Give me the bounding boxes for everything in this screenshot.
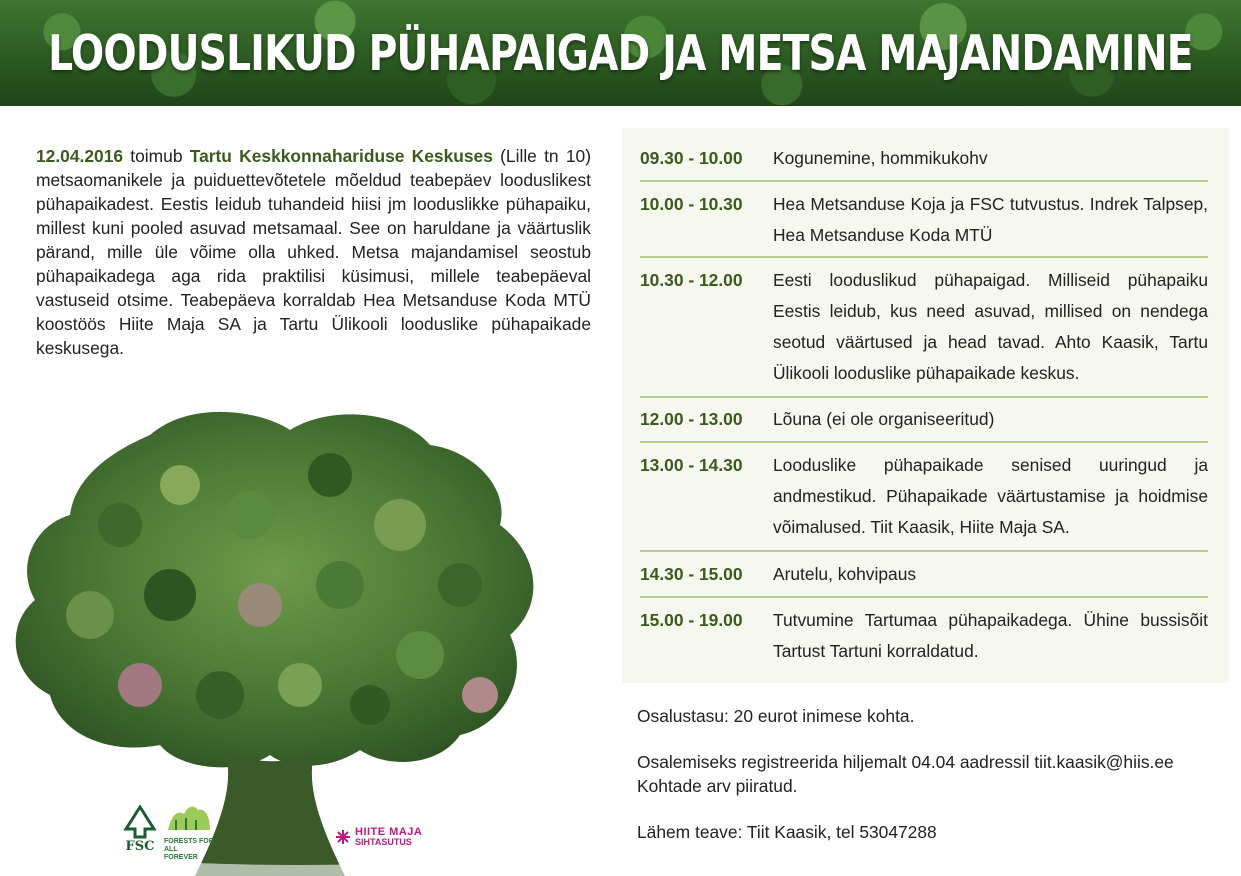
registration-text: Osalemiseks registreerida hiljemalt 04.04 aadressil tiit.kaasik@hiis.ee [637, 752, 1174, 772]
schedule-time: 14.30 - 15.00 [640, 564, 743, 584]
schedule-time: 10.30 - 12.00 [640, 270, 743, 290]
schedule-desc: Lõuna (ei ole organiseeritud) [773, 409, 995, 429]
hiite-star-icon [335, 829, 351, 845]
fsc-label: FSC [125, 839, 155, 854]
schedule-desc: Hea Metsanduse Koja ja FSC tutvustus. Indrek Talpsep, Hea Metsanduse Koda MTÜ [773, 194, 1208, 245]
divider [640, 441, 1208, 443]
intro-text-2: (Lille tn 10) metsaomanikele ja puiduettevõtetele mõeldud teabepäev looduslikest pühapaikadest. Eestis leidub tuhandeid hiisi jm looduslikke pühapaiku, millest kuni pooled asuvad metsamaal. See on haruldane ja väärtuslik pärand, mille üle võime olla uhked. Metsa majandamisel seostub pühapaikadega aga rida praktilisi küsimusi, millele teabepäeval vastuseid otsime. Teabepäeva korraldab Hea Metsanduse Koda MTÜ koostöös Hiite Maja SA ja Tartu Ülikooli looduslike pühapaikade keskusega. [36, 146, 591, 358]
schedule-time: 13.00 - 14.30 [640, 455, 743, 475]
schedule-time: 09.30 - 10.00 [640, 148, 743, 168]
fsc-logo [118, 805, 162, 854]
intro-text-1: toimub [123, 146, 190, 166]
schedule-time: 15.00 - 19.00 [640, 610, 743, 630]
intro-paragraph [36, 144, 591, 360]
schedule-desc: Looduslike pühapaikade senised uuringud ja andmestikud. Pühapaikade väärtustamise ja hoidmise võimalused. Tiit Kaasik, Hiite Maja SA. [773, 455, 1208, 537]
schedule-desc: Kogunemine, hommikukohv [773, 148, 988, 168]
hiite-label-2: SIHTASUTUS [355, 837, 412, 847]
forests-for-all-logo [164, 800, 220, 862]
divider [640, 596, 1208, 598]
schedule-desc: Tutvumine Tartumaa pühapaikadega. Ühine bussisõit Tartust Tartuni korraldatud. [773, 610, 1208, 661]
hiite-maja-logo [335, 827, 422, 847]
ffa-label-2: FOREVER [164, 854, 198, 861]
divider [640, 180, 1208, 182]
fsc-tree-icon [120, 805, 160, 839]
contact-info-text: Lähem teave: Tiit Kaasik, tel 53047288 [637, 822, 937, 842]
event-date: 12.04.2016 [36, 146, 124, 166]
schedule-desc: Eesti looduslikud pühapaigad. Milliseid pühapaiku Eestis leidub, kus need asuvad, millised on nendega seotud väärtused ja head tavad. Ahto Kaasik, Tartu Ülikooli looduslike pühapaikade keskus. [773, 270, 1208, 383]
schedule-time: 12.00 - 13.00 [640, 409, 743, 429]
divider [640, 256, 1208, 258]
ffa-label-1: FORESTS FOR ALL [164, 838, 214, 853]
header-banner [0, 0, 1241, 106]
hiite-label-1: HIITE MAJA [355, 826, 423, 838]
page-title: LOODUSLIKUD PÜHAPAIGAD JA METSA MAJANDAMINE [48, 24, 1193, 82]
limited-seats-text: Kohtade arv piiratud. [637, 776, 798, 796]
divider [640, 396, 1208, 398]
divider [640, 550, 1208, 552]
tree-illustration [0, 405, 600, 876]
schedule-panel [622, 128, 1229, 683]
event-venue: Tartu Keskkonnahariduse Keskuses [189, 146, 493, 166]
animals-icon [164, 800, 214, 834]
schedule-time: 10.00 - 10.30 [640, 194, 743, 214]
fee-text: Osalustasu: 20 eurot inimese kohta. [637, 706, 915, 726]
schedule-desc: Arutelu, kohvipaus [773, 564, 917, 584]
